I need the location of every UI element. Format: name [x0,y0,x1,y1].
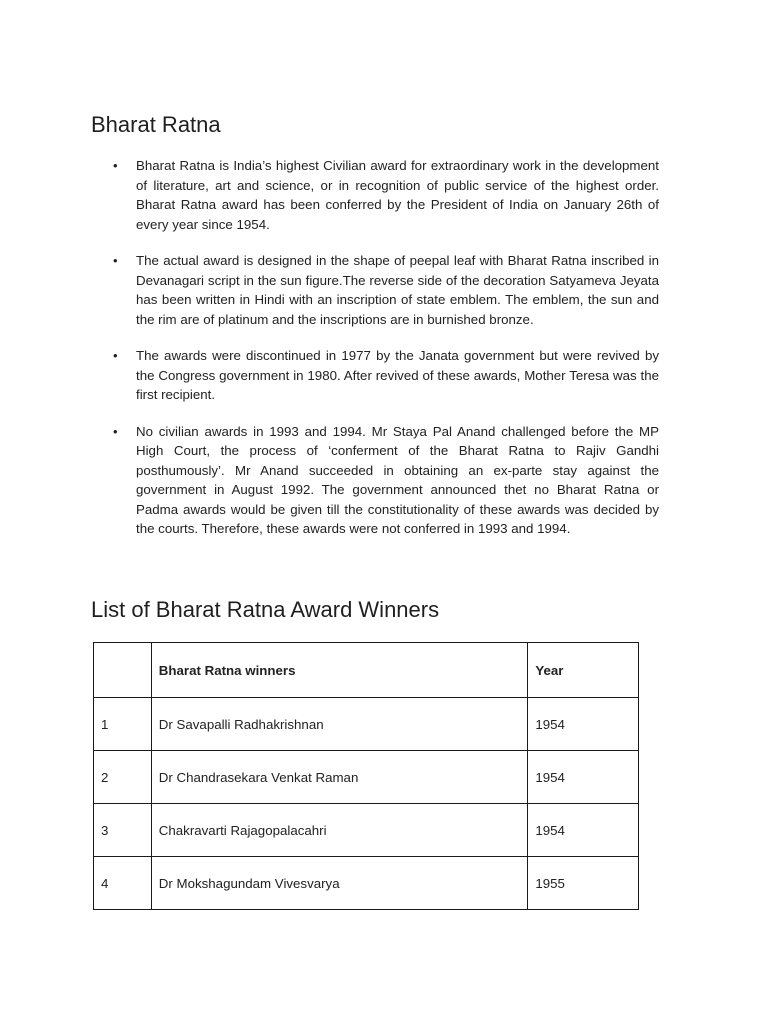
table-row [94,698,639,751]
header-year: Year [528,643,639,698]
bullet-item [91,251,659,329]
cell-year: 1954 [528,698,639,751]
bullet-dot-icon: • [113,423,118,439]
cell-index: 2 [94,751,152,804]
cell-index: 1 [94,698,152,751]
bullet-item [91,156,659,234]
cell-winner: Dr Mokshagundam Vivesvarya [151,857,528,910]
bullet-text: The awards were discontinued in 1977 by the Janata government but were revived by the Congress government in 1980. After revived of these awards, Mother Teresa was the first recipient. [136,348,659,402]
bullet-list [91,156,659,556]
cell-index: 4 [94,857,152,910]
bullet-item [91,422,659,539]
cell-year: 1955 [528,857,639,910]
cell-winner: Dr Savapalli Radhakrishnan [151,698,528,751]
table-row [94,751,639,804]
cell-year: 1954 [528,751,639,804]
header-winners: Bharat Ratna winners [151,643,528,698]
bullet-dot-icon: • [113,348,118,363]
bullet-text: The actual award is designed in the shape of peepal leaf with Bharat Ratna inscribed in Devanagari script in the sun figure.The reverse side of the decoration Satyameva Jeyata has been written in Hindi with an inscription of state emblem. The emblem, the sun and the rim are of platinum and the inscriptions are in burnished bronze. [136,253,659,327]
cell-winner: Dr Chandrasekara Venkat Raman [151,751,528,804]
bullet-dot-icon: • [113,158,118,173]
header-index [94,643,152,698]
table-row [94,804,639,857]
cell-winner: Chakravarti Rajagopalacahri [151,804,528,857]
section-title-award-winners: List of Bharat Ratna Award Winners [91,597,440,622]
cell-index: 3 [94,804,152,857]
bullet-text: Bharat Ratna is India’s highest Civilian award for extraordinary work in the development of literature, art and science, or in recognition of public service of the highest order. Bharat Ratna award has been conferred by the President of India on January 26th of every year since 1954. [136,158,659,232]
table-header-row [94,643,639,698]
bullet-text: No civilian awards in 1993 and 1994. Mr Staya Pal Anand challenged before the MP High Court, the process of ‘conferment of the Bharat Ratna to Rajiv Gandhi posthumously’. Mr Anand succeeded in obtaining an ex-parte stay against the government in August 1992. The government announced thet no Bharat Ratna or Padma awards would be given till the constitutionality of these awards was decided by the courts. Therefore, these awards were not conferred in 1993 and 1994. [136,423,659,536]
bullet-dot-icon: • [113,253,118,268]
cell-year: 1954 [528,804,639,857]
table-row [94,857,639,910]
winners-table [93,642,639,910]
section-title-bharat-ratna: Bharat Ratna [91,112,221,137]
bullet-item [91,346,659,405]
